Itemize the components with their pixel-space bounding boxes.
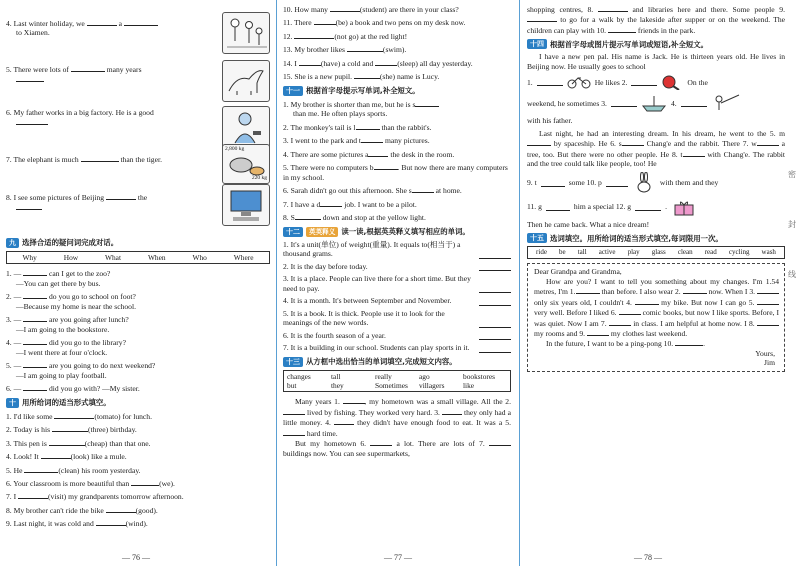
computer-image <box>222 184 270 226</box>
bicycle-icon <box>567 75 591 89</box>
section-14-header: 十四 根据首字母或图片提示写单词或短语,补全短文。 <box>527 39 785 49</box>
fishing-icon <box>711 93 741 113</box>
section-15-header: 十五 选词填空。用所给词的适当形式填空,每词限用一次。 <box>527 233 785 243</box>
section-12-header: 十二 英英释义 读一读,根据英英释义填写相应的单词。 <box>283 227 511 237</box>
passage-hometown: Many years 1. , my hometown was a small village. All the 2. lived by fishing. They worked very hard. 3. they only had a little money. 4. they didn't have enough food to eat. It was a 5. hard time. <box>283 397 511 438</box>
dream-ending: Then he came back. What a nice dream! <box>527 219 650 229</box>
with-father-text: with his father. <box>527 116 573 126</box>
elephant-weight-image <box>222 144 270 184</box>
passage-continued: shopping centres, 8. and libraries here and there. Some people 9. to go for a walk by the lakeside after supper or on the weekend. The children can play with 10. friends in the park. <box>527 5 786 35</box>
definition-list: 1. It's a unit(单位) of weight(重量). It equals to(相当于) a thousand grams. 2. It is the day before today. 3. It is a place. People can live there for a short time. But they need to pay. 4. It is a month. It's between September and November. 5. It is a book. It is thick. People use it to look for the meanings of the new words. 6. It is the fourth season of a year. 7. It is a building in our school. Students can play sports in it. <box>283 240 511 353</box>
dialogue-list: 1. — can I get to the zoo? —You can get there by bus. 2. — do you go to school on foot? —Because my home is near the school. 3. — are you going after lunch? —I am going to the bookstore. 4. — did you go to the library? —I went there at four o'clock. 5. — are you going to do next weekend? —I am going to play football. 6. — did you go with? —My sister. <box>6 269 156 394</box>
picture-row-2: weekend, he sometimes 3. 4. <box>527 93 785 113</box>
question-6: 6. My father works in a big factory. He is a good <box>6 108 270 154</box>
column-right <box>527 4 785 539</box>
letter-closing: Yours, <box>755 348 775 358</box>
table-tennis-icon <box>661 74 683 90</box>
column-divider <box>276 0 277 566</box>
section-9-header: 九 选择合适的疑问词完成对话。 <box>6 238 270 248</box>
letter-greeting: Dear Grandpa and Grandma, <box>534 267 622 277</box>
rabbit-photo-icon <box>632 172 656 194</box>
section-11-header: 十一 根据首字母提示写单词,补全短文。 <box>283 86 511 96</box>
section-10-header: 十 用所给词的适当形式填空。 <box>6 398 270 408</box>
verb-word-box: ride be tall active play glass clean read cycling wash <box>527 246 785 259</box>
letter-body: How are you? I want to tell you something about my changes. I'm 1.54 metres, I'm 1. than before. I also wear 2. now. When I 3. only six years old, I couldn't 4. my bike. But now I can go 5. very well. Before I liked 6. comic books, but now I like sports. Before, I was quiet. Now I am 7. in class. I am helpful at home now. I 8. my rooms and 9. my clothes last weekend. <box>534 276 780 338</box>
page-number-76: — 76 — <box>122 553 150 562</box>
fill-form-list: 1. I'd like some (tomato) for lunch. 2. Today is his (three) birthday. 3. This pen is (cheap) than that one. 4. Look! It (look) like a mule. 5. He (clean) his room yesterday. 6. Your classroom is more beautiful than (we). 7. I (visit) my grandparents tomorrow afternoon. 8. My brother can't ride the bike (good). 9. Last night, it was cold and (wind). <box>6 411 184 529</box>
family-image <box>222 12 270 54</box>
letter-future: In the future, I want to be a ping-pong 10. . <box>546 339 705 349</box>
question-7: 7. The elephant is much than the tiger. 2,800 kg 220 kg <box>6 154 270 192</box>
page-number-77: — 77 — <box>384 553 412 562</box>
dinosaur-image <box>222 60 270 102</box>
dream-passage: Last night, he had an interesting dream. In his dream, he went to the 5. m by spaceship. He 6. s Chang'e and the rabbit. There 7. w a tree, too. But there were no other people. He 8. t with Chang'e. The rabbit and the tree could talk like people, too! He <box>527 128 785 169</box>
gift-icon <box>671 197 697 217</box>
page-number-78: — 78 — <box>634 553 662 562</box>
question-5: 5. There were lots of many years <box>6 64 270 108</box>
boat-icon <box>641 94 667 112</box>
section-13-header: 十三 从方框中选出恰当的单词填空,完成短文内容。 <box>283 357 511 367</box>
pen-pal-intro: I have a new pen pal. His name is Jack. He is thirteen years old. He lives in Beijing now. He usually goes to school <box>527 52 785 71</box>
letter-signature: Jim <box>764 358 775 368</box>
seal-line-margin: 密 封 线 <box>788 170 796 279</box>
column-middle: 10. How many (student) are there in your class? 11. There (be) a book and two pens on my desk now. 12. (not go) at the red light! 13. My brother likes (swim). 14. I (have) a cold and (sleep) all day yesterday. 15. She is a new pupil. (she) name is Lucy. 十一 根据首字母提示写单词,补全短文。 1. My brother is shorter than me, but he is s than me. He often plays sports. 2. The monkey's tail is l than the rabbit's. 3. I went to the park and t many pictures. 4. There are some pictures a the desk in the room. 5. There were no computers b . But now there are many computers in my school. 6. Sarah didn't go out this afternoon. She s at home. 7. I have a d job. I want to be a pilot. 8. S down and stop at the yellow light. 十二 英英释义 读一读,根据英英释义填写相应的单词。 1. It's a unit(单位) of weight(重量). It equals to(相当于) a thousand grams. 2. It is the day before today. 3. It is a place. People can live there for a short time. But they need to pay. 4. It is a month. It's between September and November. 5. It is a book. It is thick. People use it to look for the meanings of the new words. 6. It is the fourth season of a year. 7. It is a building in our school. Students can play sports in it. 十三 从方框中选出恰当的单词填空,完成短文内容。 changes tall really ago bookstores but they Sometimes villagers like Many years 1. , my hometown was a small village. All the 2. lived by fishing. They worked very hard. 3. they only had a little money. 4. they didn't have enough food to eat. It was a 5. hard time. But my hometown 6. a lot. There are lots of 7. buildings now. You can see supermarkets, <box>283 5 511 458</box>
word-bank-box: changes tall really ago bookstores but they Sometimes villagers like <box>283 370 511 393</box>
picture-row-3: 9. t some 10. p with them and they <box>527 172 785 194</box>
column-divider <box>519 0 520 566</box>
weight-label-elephant: 2,800 kg <box>225 146 245 152</box>
picture-row-1: 1. He likes 2. On the <box>527 74 785 90</box>
question-word-box: Why How What When Who Where <box>6 251 270 264</box>
passage-hometown-2: But my hometown 6. a lot. There are lots of 7. buildings now. You can see supermarkets, <box>283 438 511 458</box>
column-left <box>6 18 270 553</box>
weight-label-tiger: 220 kg <box>251 175 267 182</box>
picture-row-4: 11. g him a special 12. g . <box>527 197 785 217</box>
letter-box <box>527 263 785 372</box>
question-4: 4. Last winter holiday, we a to Xiamen. <box>6 18 270 64</box>
question-8: 8. I see some pictures of Beijing the <box>6 192 270 234</box>
